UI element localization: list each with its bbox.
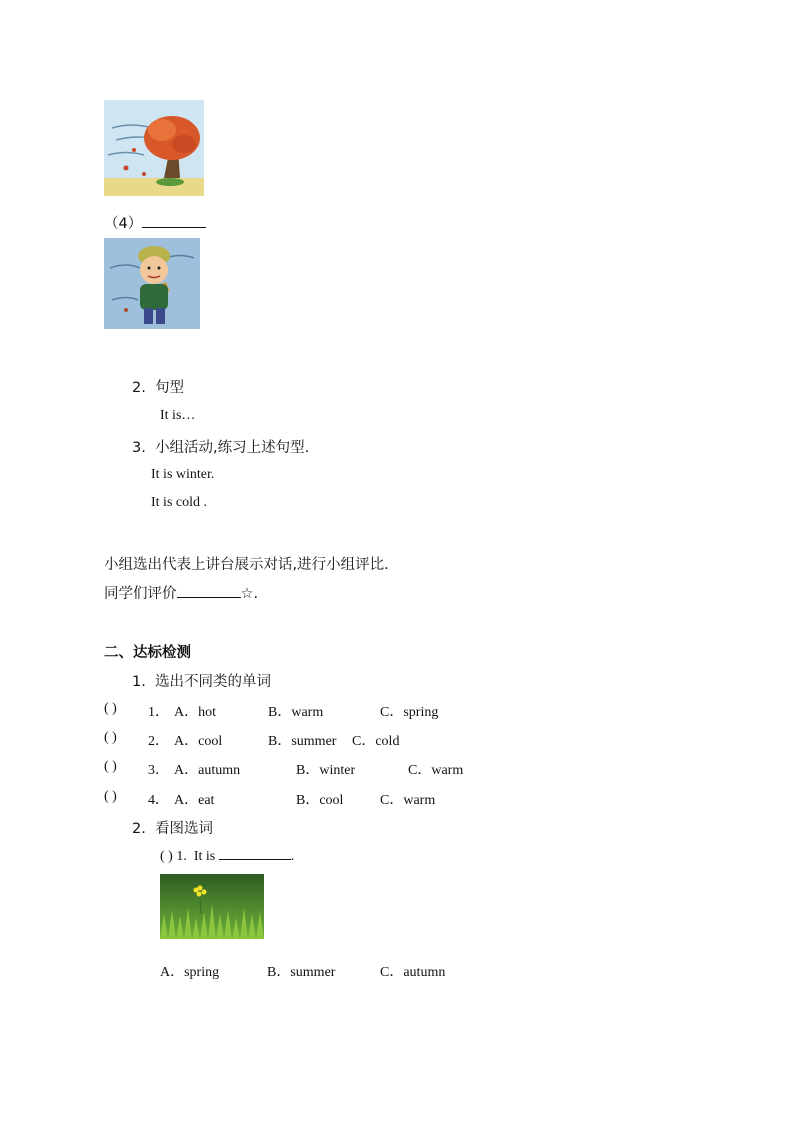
evaluation-blank[interactable] — [177, 585, 241, 598]
sub-1-heading: 1. 选出不同类的单词 — [132, 674, 272, 690]
example-sentence-1: It is winter. — [151, 467, 215, 482]
spring-grass-image — [160, 874, 264, 939]
example-sentence-2: It is cold . — [151, 495, 207, 510]
item-2-heading: 2. 句型 — [132, 380, 185, 396]
answer-paren[interactable]: ( ) — [160, 849, 173, 864]
answer-paren[interactable]: ( ) — [104, 701, 117, 716]
sub-2-heading: 2. 看图选词 — [132, 821, 214, 837]
item-4-label: （4） — [104, 212, 206, 233]
answer-paren[interactable]: ( ) — [104, 789, 117, 804]
item-3-heading: 3. 小组活动,练习上述句型. — [132, 440, 310, 456]
picture-question-1: ( ) 1. It is . — [160, 849, 295, 864]
answer-paren[interactable]: ( ) — [104, 759, 117, 774]
sentence-pattern: It is… — [160, 408, 196, 423]
section-2-title: 二、达标检测 — [104, 645, 191, 661]
answer-blank[interactable] — [142, 215, 206, 228]
cold-boy-image — [104, 238, 200, 329]
peer-evaluation-line: 同学们评价 ☆. — [104, 586, 259, 602]
group-activity-line: 小组选出代表上讲台展示对话,进行小组评比. — [104, 557, 389, 573]
autumn-tree-image — [104, 100, 204, 196]
answer-paren[interactable]: ( ) — [104, 730, 117, 745]
answer-blank[interactable] — [219, 847, 291, 860]
